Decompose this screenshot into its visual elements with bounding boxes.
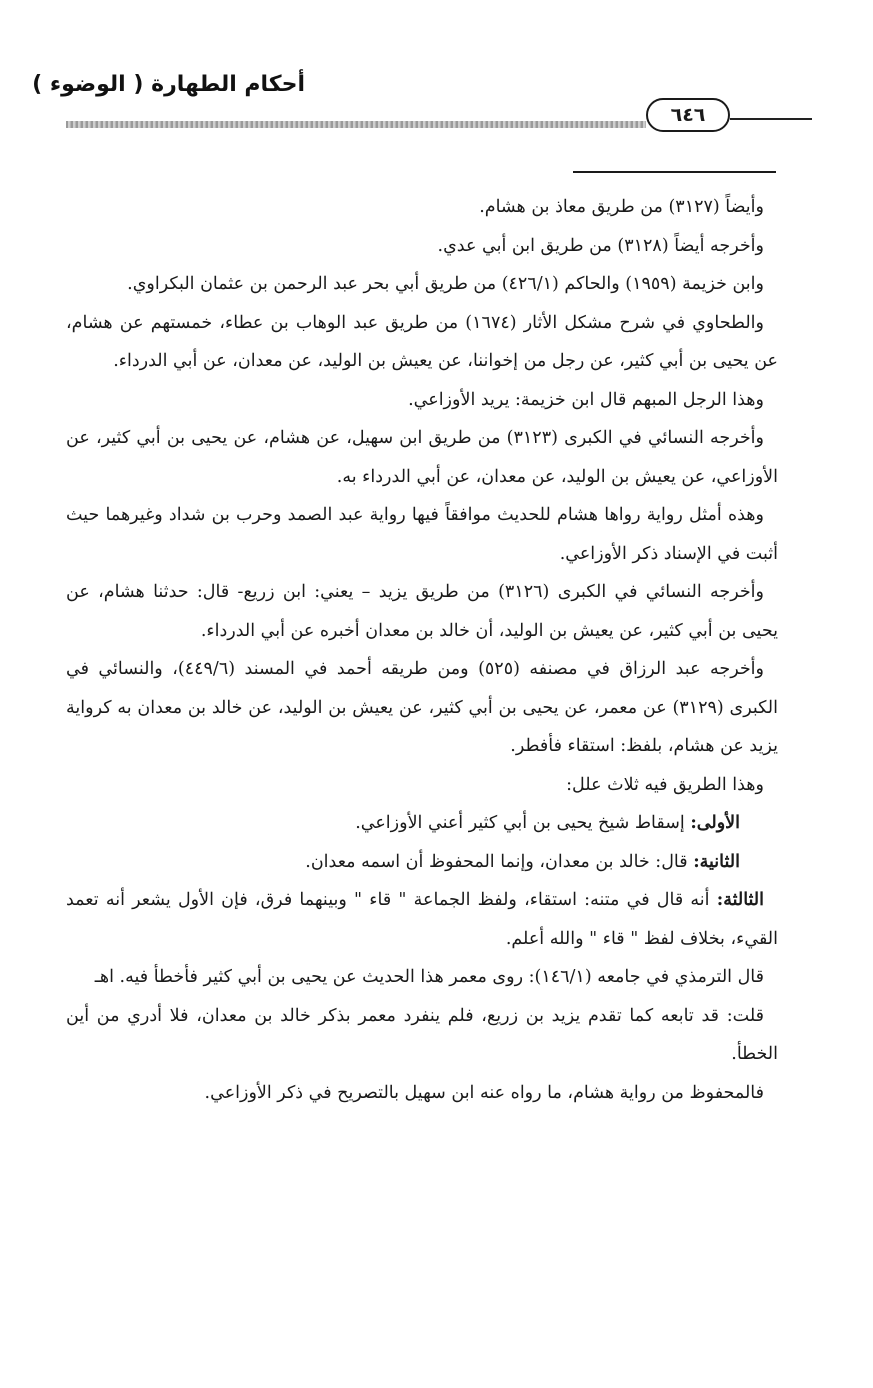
paragraph xyxy=(66,573,778,650)
page-number: ٦٤٦ xyxy=(646,98,730,132)
reason-label: الثانية: xyxy=(693,851,740,872)
paragraph-text: وأخرجه عبد الرزاق في مصنفه (٥٢٥) ومن طريقه أحمد في المسند (٤٤٩/٦)، والنسائي في الكبرى (٣١٢٩) عن معمر، عن يحيى بن أبي كثير، عن يعيش بن الوليد، عن خالد بن معدان به كرواية يزيد عن هشام، بلفظ: استقاء فأفطر. xyxy=(66,659,778,756)
paragraph xyxy=(66,265,778,304)
paragraph-text: والطحاوي في شرح مشكل الأثار (١٦٧٤) من طريق عبد الوهاب بن عطاء، خمستهم عن هشام، عن يحيى بن أبي كثير، عن رجل من إخواننا، عن يعيش بن الوليد، عن معدان، عن أبي الدرداء. xyxy=(66,312,778,371)
book-title: أحكام الطهارة ( الوضوء ) xyxy=(32,72,305,97)
footnote-body xyxy=(66,188,778,1112)
paragraph xyxy=(66,227,778,266)
reason-label: الأولى: xyxy=(690,813,740,833)
paragraph xyxy=(66,1074,778,1113)
paragraph-text: وأخرجه النسائي في الكبرى (٣١٢٣) من طريق ابن سهيل، عن هشام، عن يحيى بن أبي كثير، عن الأوزاعي، عن يعيش بن الوليد، عن معدان، عن أبي الدرداء به. xyxy=(66,428,778,487)
paragraph xyxy=(66,997,778,1074)
reason-label: الثالثة: xyxy=(716,890,764,910)
paragraph xyxy=(66,381,778,420)
footnote-separator xyxy=(573,171,776,173)
paragraph xyxy=(66,650,778,766)
paragraph-text: وهذا الطريق فيه ثلاث علل: xyxy=(566,774,764,795)
paragraph-text: وأخرجه أيضاً (٣١٢٨) من طريق ابن أبي عدي. xyxy=(437,235,764,256)
paragraph-text: وهذا الرجل المبهم قال ابن خزيمة: يريد الأوزاعي. xyxy=(408,389,764,410)
paragraph-text: وابن خزيمة (١٩٥٩) والحاكم (٤٢٦/١) من طريق أبي بحر عبد الرحمن بن عثمان البكراوي. xyxy=(127,274,764,294)
paragraph xyxy=(66,958,778,997)
paragraph xyxy=(66,766,778,805)
paragraph xyxy=(66,304,778,381)
header-rule-right xyxy=(730,118,812,120)
reason-item xyxy=(66,804,778,843)
reason-text: قال: خالد بن معدان، وإنما المحفوظ أن اسمه معدان. xyxy=(305,851,694,872)
reason-item xyxy=(66,843,778,882)
paragraph-text: قلت: قد تابعه كما تقدم يزيد بن زريع، فلم ينفرد معمر بذكر خالد بن معدان، فلا أدري من أين الخطأ. xyxy=(66,1005,778,1064)
paragraph-text: قال الترمذي في جامعه (١٤٦/١): روى معمر هذا الحديث عن يحيى بن أبي كثير فأخطأ فيه. اهـ xyxy=(94,967,764,987)
paragraph xyxy=(66,419,778,496)
header-rule xyxy=(66,121,646,128)
paragraph-text: وهذه أمثل رواية رواها هشام للحديث موافقاً فيها رواية عبد الصمد وحرب بن شداد وغيرهما حيث أثبت في الإسناد ذكر الأوزاعي. xyxy=(66,505,778,564)
paragraph-text: وأخرجه النسائي في الكبرى (٣١٢٦) من طريق يزيد – يعني: ابن زريع- قال: حدثنا هشام، عن يحيى بن أبي كثير، عن يعيش بن الوليد، أن خالد بن معدان أخبره عن أبي الدرداء. xyxy=(66,582,778,641)
paragraph xyxy=(66,496,778,573)
reason-text: أنه قال في متنه: استقاء، ولفظ الجماعة " قاء " وبينهما فرق، فإن الأول يشعر أنه تعمد القيء، بخلاف لفظ " قاء " والله أعلم. xyxy=(66,890,778,949)
reason-text: إسقاط شيخ يحيى بن أبي كثير أعني الأوزاعي. xyxy=(355,813,691,833)
reason-item xyxy=(66,881,778,958)
page-header xyxy=(0,0,873,140)
paragraph-text: فالمحفوظ من رواية هشام، ما رواه عنه ابن سهيل بالتصريح في ذكر الأوزاعي. xyxy=(204,1082,764,1103)
paragraph-text: وأيضاً (٣١٢٧) من طريق معاذ بن هشام. xyxy=(479,197,764,217)
paragraph xyxy=(66,188,778,227)
